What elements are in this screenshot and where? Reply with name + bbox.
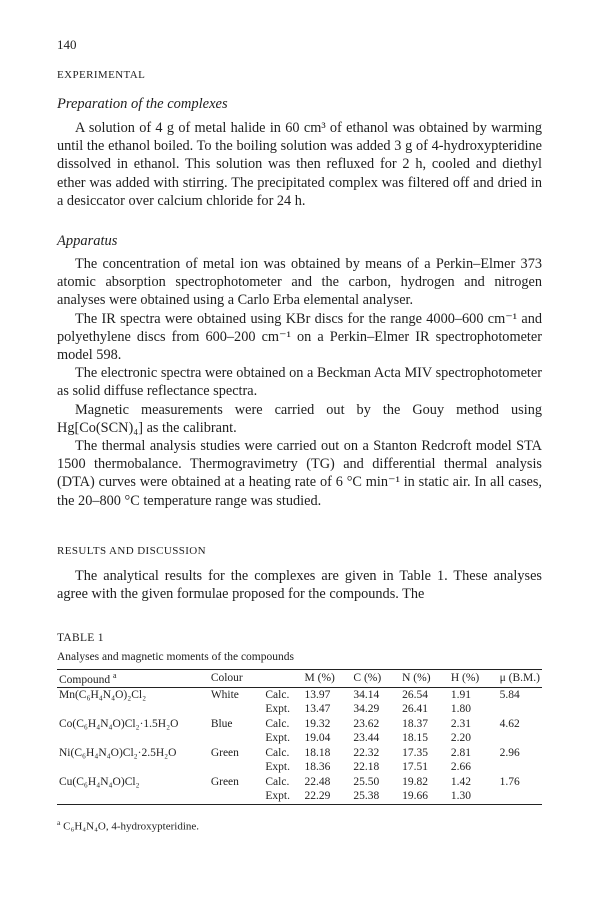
subheading-preparation: Preparation of the complexes (57, 96, 228, 112)
header-mu: μ (B.M.) (498, 670, 542, 688)
page-number: 140 (57, 37, 77, 52)
c-cell: 34.29 (353, 703, 380, 716)
m-cell: 22.29 (303, 789, 352, 804)
paragraph-electronic-spectra: The electronic spectra were obtained on a Beckman Acta MIV spectrophotometer as solid diffuse reflectance spectra. (57, 365, 542, 400)
section-heading-experimental: EXPERIMENTAL (57, 69, 146, 81)
c-cell: 22.18 (353, 761, 380, 774)
paragraph-results: The analytical results for the complexes are given in Table 1. These analyses agree with the given formulae proposed for the compounds. The (57, 568, 542, 603)
n-cell: 26.41 (402, 703, 428, 716)
footnote-mark: a (57, 818, 61, 827)
footnote-text: C₆H₄N₄O, 4-hydroxypteridine. (63, 820, 200, 833)
kind-cell: Expt. (265, 761, 290, 774)
header-h: H (%) (449, 670, 498, 688)
c-cell: 22.32 (353, 746, 380, 759)
colour-cell: Blue (210, 717, 233, 730)
kind-cell: Calc. (265, 746, 290, 759)
table-row (57, 746, 542, 761)
c-cell: 23.62 (353, 717, 380, 730)
h-cell: 1.91 (450, 688, 471, 701)
c-cell: 25.50 (353, 775, 380, 788)
colour-cell: White (210, 688, 239, 701)
header-colour: Colour (209, 670, 264, 688)
table-label: TABLE 1 (57, 632, 104, 644)
m-cell: 18.18 (304, 746, 331, 759)
m-cell: 22.48 (304, 775, 331, 788)
mu-cell: 5.84 (499, 688, 520, 701)
header-m: M (%) (303, 670, 352, 688)
n-cell: 19.66 (400, 789, 449, 804)
table-header-row (57, 670, 542, 688)
kind-cell: Calc. (265, 717, 290, 730)
colour-cell: Green (210, 775, 239, 788)
h-cell: 2.20 (450, 732, 471, 745)
table-row (57, 717, 542, 732)
table-footnote (57, 818, 199, 833)
subheading-apparatus: Apparatus (57, 233, 118, 249)
n-cell: 17.51 (402, 761, 428, 774)
n-cell: 19.82 (402, 775, 428, 788)
kind-cell: Expt. (265, 703, 290, 716)
table-row (57, 731, 542, 746)
m-cell: 18.36 (304, 761, 331, 774)
analysis-table (57, 669, 542, 805)
colour-cell: Green (210, 746, 239, 759)
paragraph-thermal-analysis: The thermal analysis studies were carried out on a Stanton Redcroft model STA 1500 thermobalance. Thermogravimetry (TG) and differential thermal analysis (DTA) curves were obtained at a heating rate of 6 °C min⁻¹ in static air. In all cases, the 20–800 °C temperature range was studied. (57, 438, 542, 509)
mu-cell: 2.96 (499, 746, 520, 759)
h-cell: 1.42 (450, 775, 471, 788)
table-row (57, 789, 542, 804)
h-cell: 1.30 (449, 789, 498, 804)
h-cell: 2.81 (450, 746, 471, 759)
c-cell: 25.38 (351, 789, 400, 804)
c-cell: 34.14 (353, 688, 380, 701)
table-row (57, 775, 542, 790)
header-n: N (%) (400, 670, 449, 688)
table-caption: Analyses and magnetic moments of the compounds (57, 651, 294, 663)
n-cell: 17.35 (402, 746, 428, 759)
m-cell: 19.32 (304, 717, 331, 730)
header-compound: Compound $^a$ (57, 670, 209, 688)
h-cell: 2.31 (450, 717, 471, 730)
n-cell: 26.54 (402, 688, 428, 701)
h-cell: 1.80 (450, 703, 471, 716)
paragraph-ir-spectra: The IR spectra were obtained using KBr discs for the range 4000–600 cm⁻¹ and polyethylene discs from 600–200 cm⁻¹ on a Perkin–Elmer IR spectrophotometer model 598. (57, 311, 542, 364)
c-cell: 23.44 (353, 732, 380, 745)
paragraph-magnetic: Magnetic measurements were carried out by the Gouy method using Hg[Co(SCN)₄] as the calibrant. (57, 402, 542, 437)
n-cell: 18.15 (402, 732, 428, 745)
header-c: C (%) (351, 670, 400, 688)
m-cell: 13.47 (304, 703, 331, 716)
kind-cell: Calc. (265, 688, 290, 701)
h-cell: 2.66 (450, 761, 471, 774)
compound-cell: Cu(C₆H₄N₄O)Cl₂ (59, 775, 140, 788)
table-row (57, 702, 542, 717)
paragraph-preparation: A solution of 4 g of metal halide in 60 cm³ of ethanol was obtained by warming until the ethanol boiled. To the boiling solution was added 3 g of 4-hydroxypteridine dissolved in ethanol. This solution was then refluxed for 2 h, cooled and diethyl ether was added with stirring. The precipitated complex was filtered off and dried in a desiccator over calcium chloride for 24 h. (57, 120, 542, 209)
compound-cell: Co(C₆H₄N₄O)Cl₂·1.5H₂O (59, 717, 179, 730)
mu-cell: 1.76 (499, 775, 520, 788)
kind-cell: Expt. (265, 732, 290, 745)
m-cell: 13.97 (304, 688, 331, 701)
compound-cell: Mn(C₆H₄N₄O)₂Cl₂ (59, 688, 147, 701)
table-row (57, 687, 542, 702)
section-heading-results: RESULTS AND DISCUSSION (57, 545, 206, 557)
kind-cell: Expt. (263, 789, 302, 804)
paragraph-atomic-absorption: The concentration of metal ion was obtained by means of a Perkin–Elmer 373 atomic absorption spectrophotometer and the carbon, hydrogen and nitrogen analyses were obtained using a Carlo Erba elemental analyser. (57, 256, 542, 309)
mu-cell: 4.62 (499, 717, 520, 730)
n-cell: 18.37 (402, 717, 428, 730)
header-blank (263, 670, 302, 688)
m-cell: 19.04 (304, 732, 331, 745)
table-row (57, 760, 542, 775)
kind-cell: Calc. (265, 775, 290, 788)
compound-cell: Ni(C₆H₄N₄O)Cl₂·2.5H₂O (59, 746, 177, 759)
